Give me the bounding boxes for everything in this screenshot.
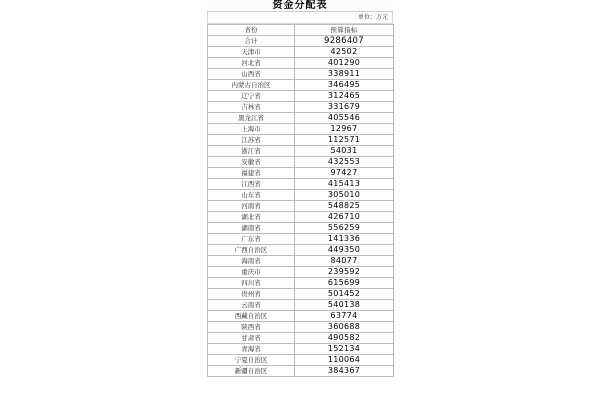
amount-cell: 84077	[295, 256, 394, 267]
province-cell: 陕西省	[208, 322, 295, 333]
province-cell: 安徽省	[208, 157, 295, 168]
allocation-sheet	[207, 0, 393, 400]
table-row	[208, 135, 394, 146]
province-cell: 江西省	[208, 179, 295, 190]
amount-cell: 97427	[295, 168, 394, 179]
amount-cell: 12967	[295, 124, 394, 135]
province-cell: 山西省	[208, 69, 295, 80]
table-row	[208, 267, 394, 278]
province-cell: 吉林省	[208, 102, 295, 113]
amount-cell: 501452	[295, 289, 394, 300]
table-row	[208, 300, 394, 311]
table-row	[208, 113, 394, 124]
province-cell: 四川省	[208, 278, 295, 289]
table-row	[208, 256, 394, 267]
table-row	[208, 366, 394, 377]
table-row	[208, 344, 394, 355]
table-row	[208, 157, 394, 168]
table-row-total	[208, 36, 394, 47]
amount-cell: 615699	[295, 278, 394, 289]
amount-cell: 426710	[295, 212, 394, 223]
province-cell: 甘肃省	[208, 333, 295, 344]
province-cell: 湖北省	[208, 212, 295, 223]
amount-cell: 63774	[295, 311, 394, 322]
province-cell: 西藏自治区	[208, 311, 295, 322]
table-row	[208, 102, 394, 113]
table-row	[208, 91, 394, 102]
amount-cell: 449350	[295, 245, 394, 256]
table-row	[208, 69, 394, 80]
amount-cell: 239592	[295, 267, 394, 278]
province-cell: 内蒙古自治区	[208, 80, 295, 91]
table-row	[208, 322, 394, 333]
page-title: 资金分配表	[207, 0, 393, 12]
allocation-table	[207, 24, 394, 377]
table-row	[208, 234, 394, 245]
amount-cell: 432553	[295, 157, 394, 168]
province-cell: 浙江省	[208, 146, 295, 157]
header-province: 省份	[208, 25, 295, 36]
amount-cell: 548825	[295, 201, 394, 212]
table-row	[208, 278, 394, 289]
amount-cell: 42502	[295, 47, 394, 58]
province-cell: 宁夏自治区	[208, 355, 295, 366]
amount-cell: 346495	[295, 80, 394, 91]
table-row	[208, 47, 394, 58]
amount-cell: 152134	[295, 344, 394, 355]
province-cell: 天津市	[208, 47, 295, 58]
table-row	[208, 333, 394, 344]
amount-cell: 401290	[295, 58, 394, 69]
table-row	[208, 179, 394, 190]
province-cell: 新疆自治区	[208, 366, 295, 377]
province-cell: 海南省	[208, 256, 295, 267]
table-row	[208, 289, 394, 300]
amount-cell: 540138	[295, 300, 394, 311]
amount-cell: 112571	[295, 135, 394, 146]
province-cell: 合计	[208, 36, 295, 47]
province-cell: 江苏省	[208, 135, 295, 146]
amount-cell: 405546	[295, 113, 394, 124]
amount-cell: 360688	[295, 322, 394, 333]
table-row	[208, 245, 394, 256]
amount-cell: 338911	[295, 69, 394, 80]
province-cell: 山东省	[208, 190, 295, 201]
table-row	[208, 146, 394, 157]
table-row	[208, 168, 394, 179]
province-cell: 重庆市	[208, 267, 295, 278]
table-row	[208, 212, 394, 223]
table-row	[208, 124, 394, 135]
amount-cell: 305010	[295, 190, 394, 201]
amount-cell: 141336	[295, 234, 394, 245]
province-cell: 河北省	[208, 58, 295, 69]
unit-note: 单位：万元	[207, 12, 393, 24]
table-header-row	[208, 25, 394, 36]
province-cell: 云南省	[208, 300, 295, 311]
amount-cell: 9286407	[295, 36, 394, 47]
province-cell: 河南省	[208, 201, 295, 212]
amount-cell: 415413	[295, 179, 394, 190]
province-cell: 上海市	[208, 124, 295, 135]
table-row	[208, 201, 394, 212]
table-row	[208, 190, 394, 201]
province-cell: 福建省	[208, 168, 295, 179]
province-cell: 贵州省	[208, 289, 295, 300]
amount-cell: 54031	[295, 146, 394, 157]
amount-cell: 384367	[295, 366, 394, 377]
province-cell: 青海省	[208, 344, 295, 355]
province-cell: 广西自治区	[208, 245, 295, 256]
province-cell: 黑龙江省	[208, 113, 295, 124]
table-row	[208, 355, 394, 366]
province-cell: 湖南省	[208, 223, 295, 234]
table-row	[208, 223, 394, 234]
amount-cell: 331679	[295, 102, 394, 113]
header-amount: 预算指标	[295, 25, 394, 36]
province-cell: 广东省	[208, 234, 295, 245]
table-row	[208, 80, 394, 91]
amount-cell: 490582	[295, 333, 394, 344]
amount-cell: 110064	[295, 355, 394, 366]
province-cell: 辽宁省	[208, 91, 295, 102]
table-row	[208, 58, 394, 69]
amount-cell: 312465	[295, 91, 394, 102]
table-row	[208, 311, 394, 322]
amount-cell: 556259	[295, 223, 394, 234]
